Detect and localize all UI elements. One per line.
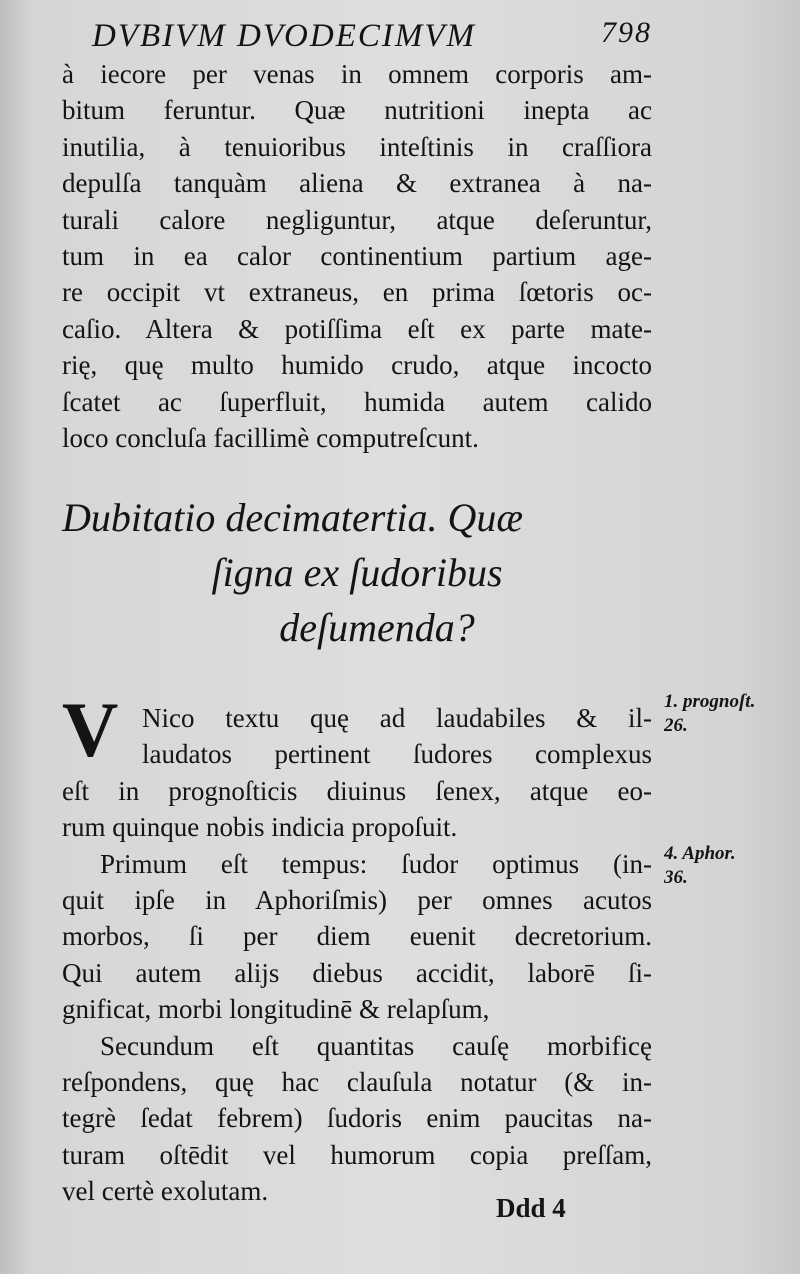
section-heading bbox=[62, 490, 652, 655]
running-head bbox=[92, 14, 652, 60]
margin-note-line: 36. bbox=[664, 867, 688, 888]
text-line: reſpondens, quę hac clauſula notatur (& in- bbox=[62, 1066, 652, 1097]
text-line: caſio. Altera & potiſſima eſt ex parte mate- bbox=[62, 313, 652, 344]
text-line: Nico textu quę ad laudabiles & il- bbox=[142, 703, 652, 733]
page-number: 798 bbox=[601, 16, 652, 49]
text-line: turam oſtēdit vel humorum copia preſſam, bbox=[62, 1139, 652, 1170]
text-line: re occipit vt extraneus, en prima ſœtoris oc- bbox=[62, 277, 652, 308]
text-line: tum in ea calor continentium partium age- bbox=[62, 240, 652, 271]
running-head-title: DVBIVM DVODECIMVM bbox=[92, 18, 476, 54]
text-line: gnificat, morbi longitudinē & relapſum, bbox=[62, 994, 490, 1025]
margin-note-line: 1. prognoſt. bbox=[664, 691, 756, 712]
text-line: depulſa tanquàm aliena & extranea à na- bbox=[62, 168, 652, 199]
text-line: quit ipſe in Aphoriſmis) per omnes acutos bbox=[62, 884, 652, 915]
text-line: vel certè exolutam. bbox=[62, 1176, 269, 1207]
paragraph-1 bbox=[62, 56, 652, 456]
text-line: Qui autem alijs diebus accidit, laborē ſi- bbox=[62, 957, 652, 988]
text-line: à iecore per venas in omnem corporis am- bbox=[62, 59, 652, 89]
text-line: inutilia, à tenuioribus inteſtinis in craſſiora bbox=[62, 131, 652, 162]
text-line: eſt in prognoſticis diuinus ſenex, atque eo- bbox=[62, 775, 652, 806]
drop-capital: V bbox=[62, 686, 119, 773]
text-line: rię, quę multo humido crudo, atque incocto bbox=[62, 350, 652, 381]
text-line: bitum feruntur. Quæ nutritioni inepta ac bbox=[62, 95, 652, 126]
text-line: laudatos pertinent ſudores complexus bbox=[142, 739, 652, 770]
text-line: Primum eſt tempus: ſudor optimus (in- bbox=[100, 848, 652, 879]
margin-note-prognostics bbox=[664, 690, 789, 738]
heading-line: Dubitatio decimatertia. Quæ bbox=[62, 495, 524, 540]
heading-line: ſigna ex ſudoribus bbox=[211, 550, 503, 595]
margin-note-line: 26. bbox=[664, 715, 688, 736]
text-line: turali calore negliguntur, atque deſeruntur, bbox=[62, 204, 652, 235]
text-line: rum quinque nobis indicia propoſuit. bbox=[62, 812, 458, 843]
text-line: loco concluſa facillimè computreſcunt. bbox=[62, 422, 479, 453]
margin-note-line: 4. Aphor. bbox=[664, 843, 736, 864]
text-line: tegrè ſedat febrem) ſudoris enim paucitas na- bbox=[62, 1103, 652, 1134]
text-line: morbos, ſi per diem euenit decretorium. bbox=[62, 921, 652, 952]
text-line: ſcatet ac ſuperfluit, humida autem calido bbox=[62, 386, 652, 417]
heading-line: deſumenda? bbox=[279, 605, 475, 650]
text-line: Secundum eſt quantitas cauſę morbificę bbox=[100, 1030, 652, 1061]
signature-mark: Ddd 4 bbox=[496, 1193, 566, 1223]
margin-note-aphorisms bbox=[664, 842, 789, 890]
paragraph-2 bbox=[62, 700, 652, 1209]
